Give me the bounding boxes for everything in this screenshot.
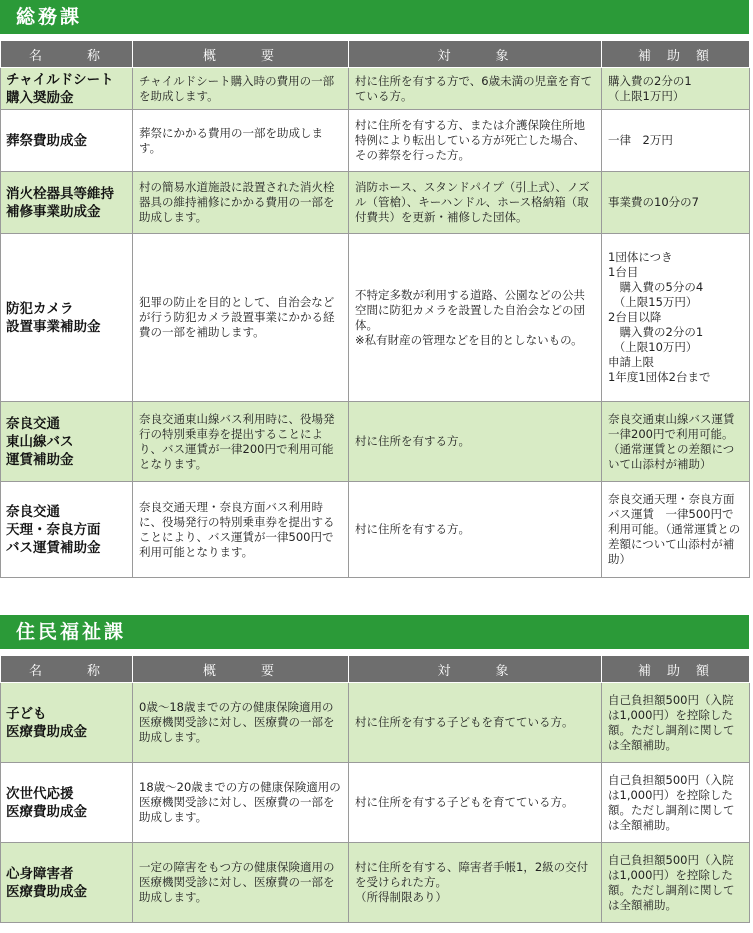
table-row <box>1 843 750 923</box>
row-amount: 事業費の10分の7 <box>602 172 750 234</box>
row-name: 次世代応援 医療費助成金 <box>1 763 133 843</box>
row-target: 村に住所を有する方。 <box>349 402 602 482</box>
row-summary: 村の簡易水道施設に設置された消火栓器具の維持補修にかかる費用の一部を助成します。 <box>133 172 349 234</box>
header-summary: 概 要 <box>133 656 349 683</box>
row-summary: 犯罪の防止を目的として、自治会などが行う防犯カメラ設置事業にかかる経費の一部を補助します。 <box>133 234 349 402</box>
row-target: 消防ホース、スタンドパイプ（引上式）、ノズル（管槍）、キーハンドル、ホース格納箱（取付費共）を更新・補修した団体。 <box>349 172 602 234</box>
header-amount: 補助額 <box>602 41 750 68</box>
header-name: 名 称 <box>1 41 133 68</box>
section-title: 総務課 <box>0 0 749 34</box>
subsidy-table <box>0 40 750 578</box>
row-name: 葬祭費助成金 <box>1 110 133 172</box>
row-target: 村に住所を有する方で、6歳未満の児童を育てている方。 <box>349 68 602 110</box>
section-title: 住民福祉課 <box>0 615 749 649</box>
row-amount: 自己負担額500円（入院は1,000円）を控除した額。ただし調剤に関しては全額補助。 <box>602 683 750 763</box>
row-summary: 葬祭にかかる費用の一部を助成します。 <box>133 110 349 172</box>
table-row <box>1 234 750 402</box>
table-row <box>1 763 750 843</box>
row-amount: 購入費の2分の1 （上限1万円） <box>602 68 750 110</box>
row-amount: 奈良交通東山線バス運賃 一律200円で利用可能。（通常運賃との差額について山添村が補助） <box>602 402 750 482</box>
row-target: 村に住所を有する、障害者手帳1，2級の交付を受けられた方。 （所得制限あり） <box>349 843 602 923</box>
row-amount: 自己負担額500円（入院は1,000円）を控除した額。ただし調剤に関しては全額補助。 <box>602 763 750 843</box>
row-target: 村に住所を有する子どもを育てている方。 <box>349 763 602 843</box>
table-row <box>1 172 750 234</box>
table-row <box>1 68 750 110</box>
row-amount: 自己負担額500円（入院は1,000円）を控除した額。ただし調剤に関しては全額補助。 <box>602 843 750 923</box>
header-target: 対 象 <box>349 656 602 683</box>
row-target: 村に住所を有する方、または介護保険住所地特例により転出している方が死亡した場合、その葬祭を行った方。 <box>349 110 602 172</box>
header-summary: 概 要 <box>133 41 349 68</box>
table-row <box>1 110 750 172</box>
header-target: 対 象 <box>349 41 602 68</box>
row-name: 奈良交通 東山線バス 運賃補助金 <box>1 402 133 482</box>
table-header <box>1 41 750 68</box>
header-amount: 補助額 <box>602 656 750 683</box>
row-summary: 0歳～18歳までの方の健康保険適用の医療機関受診に対し、医療費の一部を助成します。 <box>133 683 349 763</box>
table-row <box>1 482 750 578</box>
row-summary: 18歳～20歳までの方の健康保険適用の医療機関受診に対し、医療費の一部を助成します。 <box>133 763 349 843</box>
table-row <box>1 402 750 482</box>
row-amount: 一律 2万円 <box>602 110 750 172</box>
row-amount: 1団体につき 1台目 購入費の5分の4 （上限15万円） 2台目以降 購入費の2分の1 （上限10万円） 申請上限 1年度1団体2台まで <box>602 234 750 402</box>
row-summary: 一定の障害をもつ方の健康保険適用の医療機関受診に対し、医療費の一部を助成します。 <box>133 843 349 923</box>
row-amount: 奈良交通天理・奈良方面バス運賃 一律500円で利用可能。（通常運賃との差額について山添村が補助） <box>602 482 750 578</box>
table-header <box>1 656 750 683</box>
row-name: 奈良交通 天理・奈良方面 バス運賃補助金 <box>1 482 133 578</box>
row-name: チャイルドシート 購入奨励金 <box>1 68 133 110</box>
row-name: 消火栓器具等維持 補修事業助成金 <box>1 172 133 234</box>
row-target: 村に住所を有する方。 <box>349 482 602 578</box>
row-summary: 奈良交通東山線バス利用時に、役場発行の特別乗車券を提出することにより、バス運賃が一律200円で利用可能となります。 <box>133 402 349 482</box>
row-summary: チャイルドシート購入時の費用の一部を助成します。 <box>133 68 349 110</box>
row-name: 防犯カメラ 設置事業補助金 <box>1 234 133 402</box>
row-target: 不特定多数が利用する道路、公園などの公共空間に防犯カメラを設置した自治会などの団体。 ※私有財産の管理などを目的としないもの。 <box>349 234 602 402</box>
subsidy-table <box>0 655 750 923</box>
header-name: 名 称 <box>1 656 133 683</box>
row-name: 心身障害者 医療費助成金 <box>1 843 133 923</box>
section-jumin-fukushika <box>0 615 753 923</box>
row-target: 村に住所を有する子どもを育てている方。 <box>349 683 602 763</box>
row-name: 子ども 医療費助成金 <box>1 683 133 763</box>
table-row <box>1 683 750 763</box>
row-summary: 奈良交通天理・奈良方面バス利用時に、役場発行の特別乗車券を提出することにより、バス運賃が一律500円で利用可能となります。 <box>133 482 349 578</box>
